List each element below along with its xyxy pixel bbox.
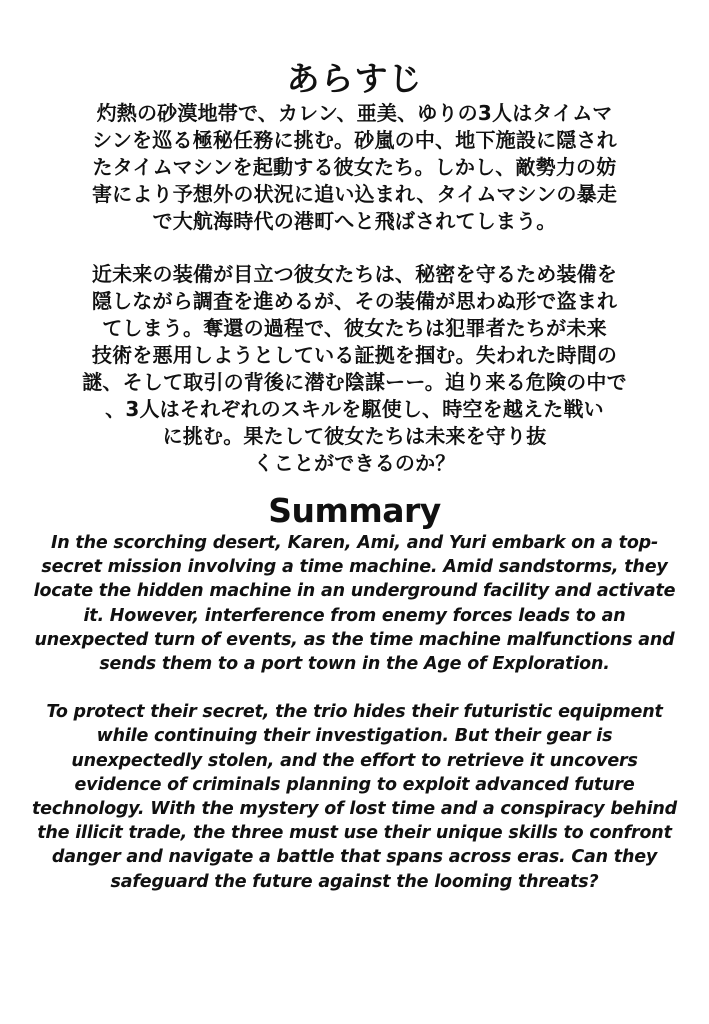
english-title: Summary [268,491,441,530]
japanese-paragraph-1: 灼熱の砂漠地帯で、カレン、亜美、ゆりの3人はタイムマ シンを巡る極秘任務に挑む。砂嵐の中、地下施設に隠され たタイムマシンを起動する彼女たち。しかし、敵勢力の妨 害により予想外の状況に追い込まれ、タイムマシンの暴走 で大航海時代の港町へと飛ばされてしまう。 [91,101,618,233]
paragraph-spacer [30,676,679,700]
paragraph-spacer [30,235,679,261]
english-paragraph-2: To protect their secret, the trio hides their futuristic equipment while continuing their investigation. But their gear is unexpectedly stolen, and the effort to retrieve it uncovers evidence of criminals planning to exploit advanced future technology. With the mystery of lost time and a conspiracy behind the illicit trade, the three must use their unique skills to confront danger and navigate a battle that spans across eras. Can they safeguard the future against the looming threats? [32,702,677,892]
japanese-title: あらすじ [286,59,423,98]
english-paragraph-1: In the scorching desert, Karen, Ami, and Yuri embark on a top-secret mission involving a time machine. Amid sandstorms, they locate the hidden machine in an underground facility and activate it. However, interference from enemy forces leads to an unexpected turn of events, as the time machine malfunctions and sends them to a port town in the Age of Exploration. [33,533,676,675]
japanese-paragraph-2: 近未来の装備が目立つ彼女たちは、秘密を守るため装備を 隠しながら調査を進めるが、その装備が思わぬ形で盗まれ てしまう。奪還の過程で、彼女たちは犯罪者たちが未来 技術を悪用しようとしている証拠を掴む。失われた時間の 謎、そして取引の背後に潜む陰謀ーー。迫り来る危険の中で 、3人はそれぞれのスキルを駆使し、時空を越えた戦い に挑む。果たして彼女たちは未来を守り抜 くことができるのか？ [82,262,627,475]
